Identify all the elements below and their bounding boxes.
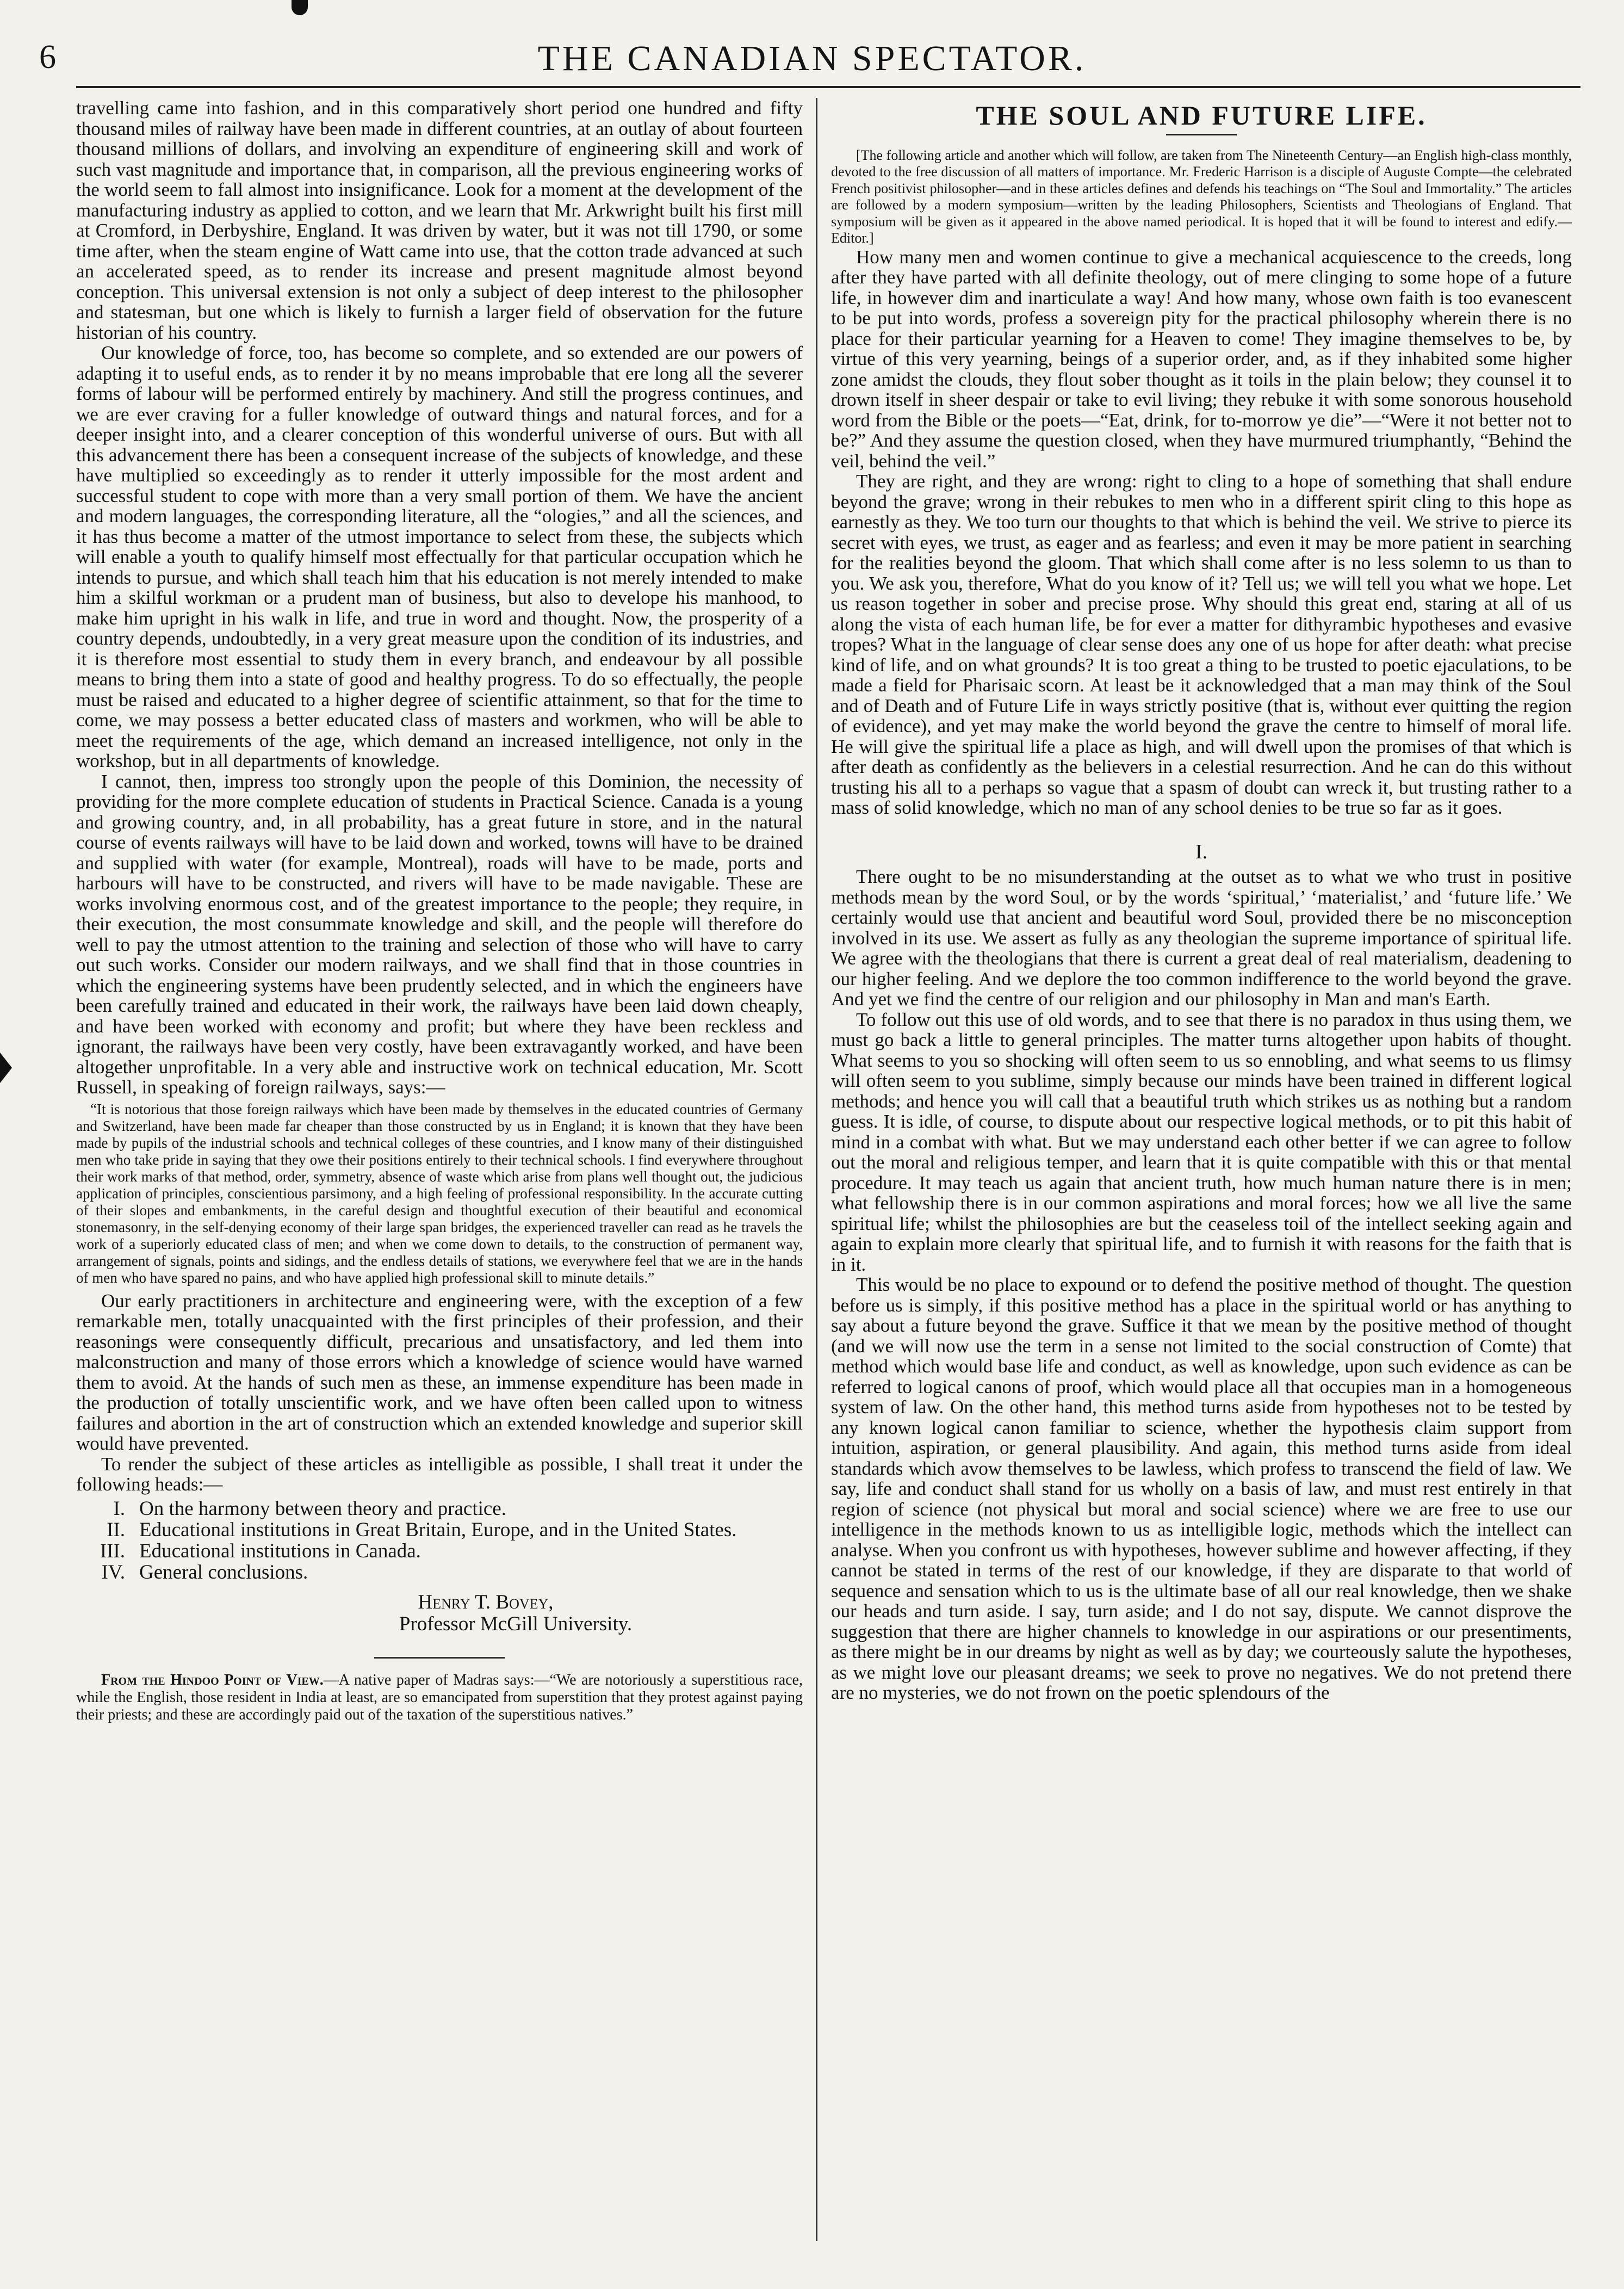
publication-title: THE CANADIAN SPECTATOR. (537, 39, 1087, 78)
article-paragraph: I cannot, then, impress too strongly upon the people of this Dominion, the necessity of providing for the more complete education of students in Practical Science. Canada is a young and growing country, and, in all probability, has a great future in store, and in the natural course of events railways will have to be laid down and worked, towns will have to be drained and supplied with water (for example, Montreal), roads will have to be made, ports and harbours will have to be constructed, and rivers will have to be made navigable. These are works involving enormous cost, and of the greatest importance to the people; they require, in their execution, the most consummate knowledge and skill, and the people will therefore do well to pay the utmost attention to the training and selection of those who will have to carry out such works. Consider our modern railways, and we shall find that in those countries in which the engineering systems have been prudently selected, and in which the engineers have been carefully trained and educated in their work, the railways have been laid down cheaply, and have been worked with economy and profit; but where they have been reckless and ignorant, the railways have been very costly, have been extravagantly worked, and have been altogether unprofitable. In a very able and instructive work on technical education, Mr. Scott Russell, in speaking of foreign railways, says:— (76, 770, 803, 1098)
section-rule (374, 1657, 505, 1659)
title-rule (1166, 134, 1237, 135)
header-rule (76, 86, 1580, 88)
list-item: II. Educational institutions in Great Britain, Europe, and in the United States. (107, 1518, 737, 1541)
scan-mark-top (292, 0, 308, 15)
author-role: Professor McGill University. (399, 1612, 633, 1635)
news-item-text: —A native paper of Madras says:—“We are notoriously a superstitious race, while the English, those resident in India at least, are so emancipated from superstition that they protest against paying their priests; and these are accordingly paid out of the taxation of the superstitious natives.” (76, 1671, 803, 1723)
author-signature (76, 1592, 803, 1635)
article-title: THE SOUL AND FUTURE LIFE. (976, 100, 1427, 131)
list-item: I. On the harmony between theory and practice. (113, 1497, 506, 1520)
editor-note: [The following article and another which will follow, are taken from The Nineteenth Century—an English high-class monthly, devoted to the free discussion of all matters of importance. Mr. Frederic Harrison is a disciple of Auguste Compte—the celebrated French positivist philosopher—and in these articles defines and defends his teachings on “The Soul and Immortality.” The articles are followed by a modern symposium—written by the leading Philosophers, Scientists and Theologians of England. That symposium will be given as it appeared in the above named periodical. It is hoped that it will be found to interest and edify.—Editor.] (831, 147, 1572, 246)
article-paragraph: They are right, and they are wrong: right to cling to a hope of something that shall endure beyond the grave; wrong in their rebukes to men who in a different spirit cling to this hope as earnestly as they. We too turn our thoughts to that which is behind the veil. We strive to pierce its secret with eyes, we trust, as eager and as fearless; and even it may be more patient in searching for the realities beyond the gloom. That which shall come after is no less solemn to us than to you. We ask you, therefore, What do you know of it? Tell us; we will tell you what we hope. Let us reason together in sober and precise prose. Why should this great end, staring at all of us along the vista of each human life, be for ever a matter for dithyrambic hypotheses and evasive tropes? What in the language of clear sense does any one of us hope for after death: what precise kind of life, and on what grounds? It is too great a thing to be trusted to poetic ejaculations, to be made a field for Pharisaic scorn. At least be it acknowledged that a man may think of the Soul and of Death and of Future Life in ways strictly positive (that is, without ever quitting the region of evidence), and yet may make the world beyond the grave the centre to himself of moral life. He will give the spiritual life a place as high, and will dwell upon the promises of that which is after death as confidently as the believers in a celestial resurrection. And he can do this without trusting his all to a perhaps so vague that a spasm of doubt can wreck it, but trusting rather to a mass of solid knowledge, which no man of any school denies to be true so far as it goes. (831, 471, 1572, 818)
article-paragraph: travelling came into fashion, and in this comparatively short period one hundred and fifty thousand miles of railway have been made in different countries, at an outlay of about fourteen thousand millions of dollars, and involving an expenditure of engineering skill and work of such vast magnitude and importance that, in comparison, all the previous engineering works of the world seem to fall almost into insignificance. Look for a moment at the development of the manufacturing industry as applied to cotton, and we learn that Mr. Arkwright built his first mill at Cromford, in Derbyshire, England. It was driven by water, but it was not till 1790, or some time after, when the steam engine of Watt came into use, that the cotton trade advanced at such an accelerated speed, as to render its increase and present magnitude almost beyond conception. This universal extension is not only a subject of deep interest to the philosopher and statesman, but one which is likely to furnish a larger field of observation for the future historian of his country. (76, 97, 803, 343)
article-paragraph: This would be no place to expound or to defend the positive method of thought. The question before us is simply, if this positive method has a place in the spiritual world or has anything to say about a future beyond the grave. Suffice it that we mean by the positive method of thought (and we will now use the term in a sense not limited to the social construction of Comte) that method which would base life and conduct, as well as knowledge, upon such evidence as can be referred to logical canons of proof, which would place all that occupies man in a homogeneous system of law. On the other hand, this method turns aside from hypotheses not to be tested by any known logical canon familiar to science, whether the hypothesis claim support from intuition, aspiration, or general plausibility. And again, this method turns aside from ideal standards which avow themselves to be lawless, which profess to transcend the field of law. We say, life and conduct shall stand for us wholly on a basis of law, and must rest entirely in that region of science (not physical but moral and social science) where we are free to use our intelligence in the methods known to us as intelligible logic, methods which the intellect can analyse. When you confront us with hypotheses, however sublime and however affecting, if they cannot be stated in terms of the rest of our knowledge, if they are disparate to that world of sequence and sensation which to us is the ultimate base of all our real knowledge, then we shake our heads and turn aside. I say, turn aside; and I do not say, dispute. We cannot disprove the suggestion that there are higher channels to knowledge in our aspirations or our presentiments, as there might be in our dreams by night as well as by day; we courteously salute the hypotheses, as we might love our pleasant dreams; we seek to prove no negatives. We do not pretend there are no mysteries, we do not frown on the poetic splendours of the (831, 1274, 1572, 1703)
list-item: III. Educational institutions in Canada. (100, 1539, 421, 1562)
page-number: 6 (39, 39, 56, 76)
article-heads-list (76, 1498, 803, 1583)
left-column (76, 98, 803, 1724)
column-divider (816, 98, 817, 2241)
article-paragraph: Our early practitioners in architecture and engineering were, with the exception of a few remarkable men, totally unacquainted with the first principles of their profession, and their reasonings were consequently difficult, precarious and unsatisfactory, and led them into malconstruction and many of those errors which a knowledge of science would have warned them to avoid. At the hands of such men as these, an immense expenditure has been made in the production of totally unscientific work, and we have often been called upon to witness failures and abortion in the art of construction which an extended knowledge and superior skill would have prevented. (76, 1290, 803, 1454)
article-paragraph: To render the subject of these articles as intelligible as possible, I shall treat it under the following heads:— (76, 1453, 803, 1495)
news-item-lead: From the Hindoo Point of View. (101, 1671, 324, 1688)
news-item-hindoo (76, 1672, 803, 1724)
section-number: I. (1195, 840, 1208, 863)
right-column (831, 98, 1572, 1703)
author-name: Henry T. Bovey, (418, 1591, 554, 1613)
list-item: IV. General conclusions. (101, 1561, 308, 1583)
article-paragraph: How many men and women continue to give a mechanical acquiescence to the creeds, long after they have parted with all definite theology, out of mere clinging to some hope of a future life, in however dim and inarticulate a way! And how many, whose own faith is too evanescent to be put into words, profess a sovereign pity for the practical philosophy wherein there is no place for their particular yearning for a Heaven to come! They imagine themselves to be, by virtue of this very yearning, beings of a superior order, and, as if they inhabited some higher zone amidst the clouds, they flout sober thought as it toils in the plain below; they counsel it to drown itself in sheer despair or take to evil living; they rebuke it with some sonorous household word from the Bible or the poets—“Eat, drink, for to-morrow ye die”—“Were it not better not to be?” And they assume the question closed, when they have murmured triumphantly, “Behind the veil, behind the veil.” (831, 246, 1572, 472)
article-paragraph: Our knowledge of force, too, has become so complete, and so extended are our powers of adapting it to useful ends, as to render it by no means improbable that ere long all the severer forms of labour will be performed entirely by machinery. And still the progress continues, and we are ever craving for a fuller knowledge of outward things and natural forces, and for a deeper insight into, and a clearer conception of this wonderful universe of ours. But with all this advancement there has been a consequent increase of the subjects of knowledge, and these have multiplied so exceedingly as to render it utterly impossible for the most ardent and successful student to cope with more than a very small portion of them. We have the ancient and modern languages, the corresponding literature, all the “ologies,” and all the sciences, and it has thus become a matter of the utmost importance to select from these, the subjects which will enable a youth to qualify himself most effectually for that particular occupation which he intends to pursue, and which shall teach him that his education is not merely intended to make him a skilful workman or a prudent man of business, but also to develope his manhood, to make him upright in his walk in life, and true in word and thought. Now, the prosperity of a country depends, undoubtedly, in a very great measure upon the condition of its industries, and it is therefore most essential to study them in every branch, and endeavour by all possible means to bring them into a state of good and healthy progress. To do so effectually, the people must be raised and educated to a higher degree of scientific attainment, so that for the time to come, we may possess a better educated class of masters and workmen, who will be able to meet the requirements of the age, which demand an increased intelligence, not only in the workshop, but in all departments of knowledge. (76, 342, 803, 771)
block-quote: “It is notorious that those foreign railways which have been made by themselves in the educated countries of Germany and Switzerland, have been made far cheaper than those constructed by us in England; it is known that they have been made by pupils of the industrial schools and technical colleges of these countries, and I know many of their distinguished men who take pride in saying that they owe their positions entirely to their technical schools. I find everywhere throughout their work marks of that method, order, symmetry, absence of waste which arise from plans well thought out, the judicious application of principles, conscientious parsimony, and a high feeling of professional responsibility. In the accurate cutting of their slopes and embankments, in the careful design and thoughtful execution of their beautiful and economical stonemasonry, in the self-denying economy of their large span bridges, the experienced traveller can read as he travels the work of a superiorly educated class of men; and when we come down to details, to the construction of permanent way, arrangement of signals, points and sidings, and the endless details of stations, we everywhere feel that we are in the hands of men who have spared no pains, and who have applied high professional skill to minute details.” (76, 1100, 803, 1286)
article-paragraph: There ought to be no misunderstanding at the outset as to what we who trust in positive methods mean by the word Soul, or by the words ‘spiritual,’ ‘materialist,’ and ‘future life.’ We certainly would use that ancient and beautiful word Soul, provided there be no misconception involved in its use. We assert as fully as any theologian the supreme importance of spiritual life. We agree with the theologians that there is current a great deal of real materialism, deadening to our higher feeling. And we deplore the too common indifference to the world beyond the grave. And yet we find the centre of our religion and our philosophy in Man and man's Earth. (831, 866, 1572, 1010)
scan-mark-left (0, 1053, 12, 1083)
article-paragraph: To follow out this use of old words, and to see that there is no paradox in thus using them, we must go back a little to general principles. The matter turns altogether upon habits of thought. What seems to you so shocking will often seem to us so ennobling, and what seems to us flimsy will often seem to you sublime, simply because our minds have been trained in different logical methods; and hence you will call that a beautiful truth which strikes us as nothing but a random guess. It is idle, of course, to dispute about our respective logical methods, or to pit this habit of mind in a combat with what. But we may understand each other better if we can agree to follow out the moral and religious temper, and learn that it is quite compatible with this or that mental procedure. It may teach us again that ancient truth, how much human nature there is in men; what fellowship there is in our common aspirations and moral forces; how we all live the same spiritual life; whilst the philosophies are but the ceaseless toil of the intellect seeking again and again to explain more clearly that spiritual life, and to furnish it with reasons for the faith that is in it. (831, 1009, 1572, 1275)
